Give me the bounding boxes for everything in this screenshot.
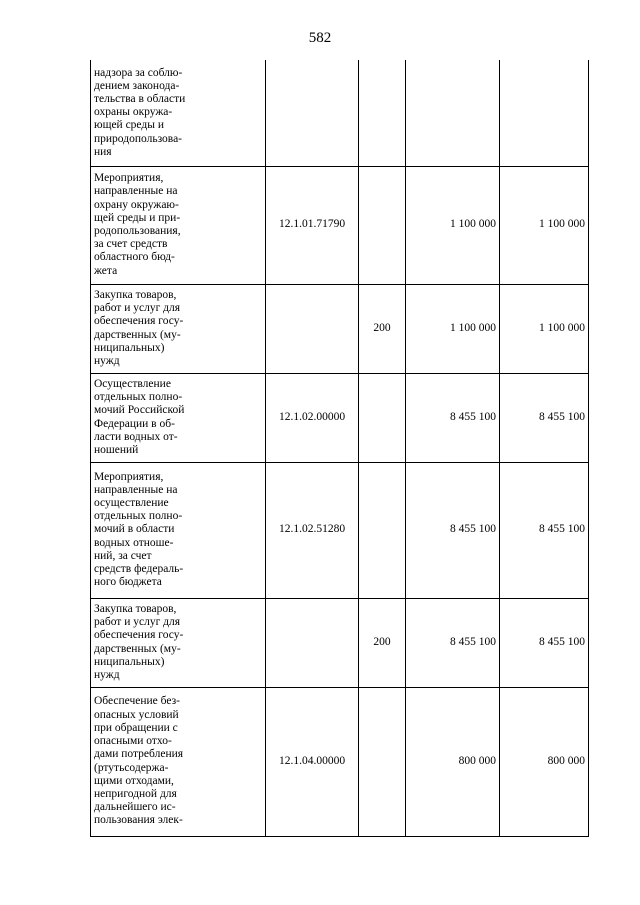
row-sum2-cell: 1 100 000 bbox=[500, 166, 589, 284]
row-type-cell bbox=[359, 166, 406, 284]
row-name: надзора за соблю- дением законода- тельства в области охраны окружа- ющей среды и природопользова- ния bbox=[94, 66, 186, 158]
table-row bbox=[91, 60, 589, 166]
row-sum1-cell: 1 100 000 bbox=[406, 284, 500, 373]
row-type-cell bbox=[359, 60, 406, 166]
row-sum1-cell: 8 455 100 bbox=[406, 598, 500, 687]
row-name: Обеспечение без- опасных условий при обращении с опасными отхо- дами потребления (ртутьсодержа- щими отходами, непригодной для дальнейшего ис- пользования элек- bbox=[94, 695, 184, 827]
row-name: Мероприятия, направленные на охрану окружаю- щей среды и при- родопользования, за счет средств областного бюд- жета bbox=[94, 172, 181, 277]
row-type-cell: 200 bbox=[359, 284, 406, 373]
row-code-cell: 12.1.02.51280 bbox=[266, 462, 359, 598]
row-name-cell bbox=[91, 687, 266, 836]
row-code-cell bbox=[266, 598, 359, 687]
table-row bbox=[91, 166, 589, 284]
row-sum1-cell: 800 000 bbox=[406, 687, 500, 836]
row-name: Мероприятия, направленные на осуществление отдельных полно- мочий в области водных отноше- ний, за счет средств федераль- ного бюджета bbox=[94, 470, 184, 589]
table-row bbox=[91, 598, 589, 687]
row-name: Закупка товаров, работ и услуг для обеспечения госу- дарственных (му- ниципальных) нужд bbox=[94, 602, 184, 681]
row-name-cell bbox=[91, 284, 266, 373]
row-sum2-cell: 8 455 100 bbox=[500, 373, 589, 462]
row-name: Закупка товаров, работ и услуг для обеспечения госу- дарственных (му- ниципальных) нужд bbox=[94, 288, 184, 367]
row-code-cell: 12.1.04.00000 bbox=[266, 687, 359, 836]
row-sum1-cell bbox=[406, 60, 500, 166]
row-sum2-cell bbox=[500, 60, 589, 166]
row-code-cell bbox=[266, 60, 359, 166]
table-row bbox=[91, 373, 589, 462]
table-row bbox=[91, 462, 589, 598]
row-name-cell bbox=[91, 373, 266, 462]
row-sum2-cell: 1 100 000 bbox=[500, 284, 589, 373]
row-sum2-cell: 8 455 100 bbox=[500, 598, 589, 687]
row-type-cell bbox=[359, 462, 406, 598]
table-row bbox=[91, 687, 589, 836]
row-sum2-cell: 8 455 100 bbox=[500, 462, 589, 598]
row-name-cell bbox=[91, 166, 266, 284]
row-type-cell bbox=[359, 687, 406, 836]
row-name-cell bbox=[91, 60, 266, 166]
row-name: Осуществление отдельных полно- мочий Российской Федерации в об- ласти водных от- ношений bbox=[94, 377, 185, 456]
budget-table bbox=[90, 60, 589, 837]
page-number: 582 bbox=[308, 30, 332, 46]
row-sum2-cell: 800 000 bbox=[500, 687, 589, 836]
row-sum1-cell: 8 455 100 bbox=[406, 373, 500, 462]
row-sum1-cell: 1 100 000 bbox=[406, 166, 500, 284]
row-type-cell bbox=[359, 373, 406, 462]
row-name-cell bbox=[91, 598, 266, 687]
row-code-cell bbox=[266, 284, 359, 373]
row-code-cell: 12.1.01.71790 bbox=[266, 166, 359, 284]
row-name-cell bbox=[91, 462, 266, 598]
table-row bbox=[91, 284, 589, 373]
row-code-cell: 12.1.02.00000 bbox=[266, 373, 359, 462]
row-type-cell: 200 bbox=[359, 598, 406, 687]
row-sum1-cell: 8 455 100 bbox=[406, 462, 500, 598]
